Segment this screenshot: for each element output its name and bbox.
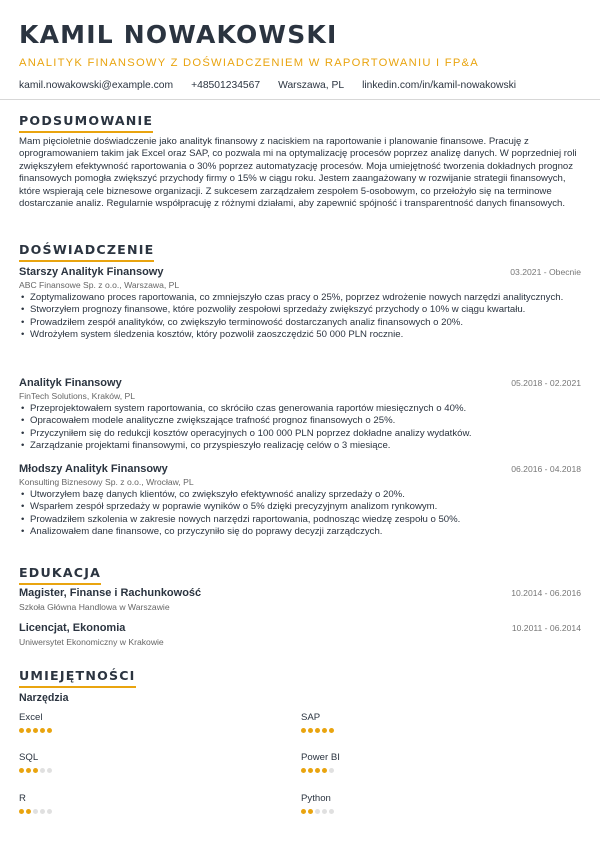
section-title-education: EDUKACJA bbox=[19, 565, 101, 585]
skill-name: R bbox=[19, 793, 26, 804]
skill-name: Python bbox=[301, 793, 331, 804]
rating-dot-filled bbox=[19, 768, 24, 773]
contact-linkedin[interactable]: linkedin.com/in/kamil-nowakowski bbox=[362, 80, 517, 91]
contact-location: Warszawa, PL bbox=[278, 80, 345, 91]
education-degree: Magister, Finanse i Rachunkowość bbox=[19, 587, 202, 599]
rating-dot-filled bbox=[26, 728, 31, 733]
job-bullets bbox=[19, 292, 581, 342]
education-entry bbox=[19, 587, 581, 612]
job-entry bbox=[19, 266, 581, 342]
rating-dot-filled bbox=[315, 728, 320, 733]
rating-dot-empty bbox=[315, 809, 320, 814]
rating-dot-filled bbox=[47, 728, 52, 733]
header-divider bbox=[0, 99, 600, 100]
skill-item bbox=[19, 752, 219, 773]
skill-name: Excel bbox=[19, 712, 43, 723]
candidate-name: KAMIL NOWAKOWSKI bbox=[19, 20, 338, 49]
rating-dot-filled bbox=[308, 768, 313, 773]
skill-rating bbox=[301, 809, 501, 814]
rating-dot-empty bbox=[322, 809, 327, 814]
job-dates: 06.2016 - 04.2018 bbox=[511, 464, 581, 474]
rating-dot-filled bbox=[19, 809, 24, 814]
contact-phone[interactable]: +48501234567 bbox=[191, 80, 261, 91]
skill-item bbox=[19, 793, 219, 814]
job-bullet: • Prowadziłem zespół analityków, co zwiększyło terminowość dostarczanych analiz finansowych o 20%. bbox=[19, 317, 581, 329]
job-title: Młodszy Analityk Finansowy bbox=[19, 463, 168, 475]
skill-rating bbox=[301, 728, 501, 733]
skill-rating bbox=[19, 728, 219, 733]
rating-dot-filled bbox=[19, 728, 24, 733]
job-bullets bbox=[19, 489, 581, 539]
skill-name: SQL bbox=[19, 752, 39, 763]
rating-dot-filled bbox=[33, 768, 38, 773]
rating-dot-filled bbox=[329, 728, 334, 733]
job-title: Analityk Finansowy bbox=[19, 377, 122, 389]
job-bullet: • Analizowałem dane finansowe, co przyczyniło się do poprawy decyzji zarządczych. bbox=[19, 526, 581, 538]
skill-rating bbox=[301, 768, 501, 773]
rating-dot-empty bbox=[47, 809, 52, 814]
candidate-headline: ANALITYK FINANSOWY Z DOŚWIADCZENIEM W RAPORTOWANIU I FP&A bbox=[19, 57, 479, 69]
job-bullet: • Opracowałem modele analityczne zwiększające trafność prognoz finansowych o 25%. bbox=[19, 415, 581, 427]
job-dates: 05.2018 - 02.2021 bbox=[511, 378, 581, 388]
job-entry bbox=[19, 377, 581, 453]
rating-dot-empty bbox=[40, 768, 45, 773]
job-bullets bbox=[19, 403, 581, 453]
education-entry bbox=[19, 622, 581, 647]
rating-dot-filled bbox=[308, 728, 313, 733]
skill-rating bbox=[19, 768, 219, 773]
job-bullet: • Zarządzanie projektami finansowymi, co przyspieszyło realizację celów o 3 miesiące. bbox=[19, 440, 581, 452]
education-degree: Licencjat, Ekonomia bbox=[19, 622, 126, 634]
rating-dot-empty bbox=[329, 809, 334, 814]
contact-row bbox=[19, 80, 516, 91]
job-bullet: • Utworzyłem bazę danych klientów, co zwiększyło efektywność analizy sprzedaży o 20%. bbox=[19, 489, 581, 501]
skills-subheading: Narzędzia bbox=[19, 692, 69, 704]
rating-dot-filled bbox=[308, 809, 313, 814]
rating-dot-empty bbox=[33, 809, 38, 814]
rating-dot-filled bbox=[26, 809, 31, 814]
job-bullet: • Wsparłem zespół sprzedaży w poprawie wyników o 5% dzięki precyzyjnym analizom rynkowym. bbox=[19, 501, 581, 513]
rating-dot-filled bbox=[301, 768, 306, 773]
rating-dot-empty bbox=[47, 768, 52, 773]
rating-dot-filled bbox=[301, 809, 306, 814]
education-school: Szkoła Główna Handlowa w Warszawie bbox=[19, 602, 170, 612]
education-school: Uniwersytet Ekonomiczny w Krakowie bbox=[19, 637, 164, 647]
job-dates: 03.2021 - Obecnie bbox=[510, 267, 581, 277]
job-bullet: • Przyczyniłem się do redukcji kosztów operacyjnych o 100 000 PLN poprzez dokładne analizy wydatków. bbox=[19, 428, 581, 440]
job-entry bbox=[19, 463, 581, 539]
skill-name: SAP bbox=[301, 712, 321, 723]
section-title-experience: DOŚWIADCZENIE bbox=[19, 242, 154, 262]
summary-text: Mam pięcioletnie doświadczenie jako analityk finansowy z naciskiem na raportowanie i planowanie finansowe. Pracuję z oprogramowaniem takim jak Excel oraz SAP, co pozwala mi na optymalizację procesów poprzez analizę danych. W poprzedniej roli zwiększyłem efektywność raportowania o 30% poprzez automatyzację procesów. Moja umiejętność tworzenia dokładnych prognoz finansowych pomogła zwiększyć przychody firmy o 15% w ciągu roku. Jestem zaangażowany w rozwijanie strategii finansowych, które wspierają cele biznesowe organizacji. Z sukcesem zarządzałem zespołem 5-osobowym, co przełożyło się na terminowe dostarczanie analiz. Regularnie współpracuję z różnymi działami, aby zapewnić spójność i transparentność danych finansowych. bbox=[19, 136, 577, 210]
rating-dot-empty bbox=[329, 768, 334, 773]
job-bullet: • Zoptymalizowano proces raportowania, co zmniejszyło czas pracy o 25%, poprzez wdrożenie nowych narzędzi analitycznych. bbox=[19, 292, 581, 304]
job-company: FinTech Solutions, Kraków, PL bbox=[19, 391, 136, 401]
job-bullet: • Prowadziłem szkolenia w zakresie nowych narzędzi raportowania, podnosząc wiedzę zespołu o 50%. bbox=[19, 514, 581, 526]
job-company: ABC Finansowe Sp. z o.o., Warszawa, PL bbox=[19, 280, 180, 290]
skill-name: Power BI bbox=[301, 752, 340, 763]
rating-dot-filled bbox=[322, 768, 327, 773]
job-bullet: • Wdrożyłem system śledzenia kosztów, który pozwolił zaoszczędzić 50 000 PLN rocznie. bbox=[19, 329, 581, 341]
job-company: Konsulting Biznesowy Sp. z o.o., Wrocław, PL bbox=[19, 477, 194, 487]
section-title-skills: UMIEJĘTNOŚCI bbox=[19, 668, 136, 688]
job-bullet: • Przeprojektowałem system raportowania, co skróciło czas generowania raportów miesięcznych o 40%. bbox=[19, 403, 581, 415]
skill-item bbox=[301, 793, 501, 814]
rating-dot-filled bbox=[322, 728, 327, 733]
rating-dot-filled bbox=[301, 728, 306, 733]
education-dates: 10.2011 - 06.2014 bbox=[511, 623, 581, 633]
skill-item bbox=[301, 752, 501, 773]
skill-rating bbox=[19, 809, 219, 814]
section-title-summary: PODSUMOWANIE bbox=[19, 113, 153, 133]
rating-dot-empty bbox=[40, 809, 45, 814]
skill-item bbox=[301, 712, 501, 733]
contact-email[interactable]: kamil.nowakowski@example.com bbox=[19, 80, 174, 91]
job-title: Starszy Analityk Finansowy bbox=[19, 266, 164, 278]
rating-dot-filled bbox=[26, 768, 31, 773]
skill-item bbox=[19, 712, 219, 733]
rating-dot-filled bbox=[40, 728, 45, 733]
rating-dot-filled bbox=[33, 728, 38, 733]
job-bullet: • Stworzyłem prognozy finansowe, które pozwoliły zespołowi sprzedaży zwiększyć przychody o 10% w ciągu kwartału. bbox=[19, 304, 581, 316]
rating-dot-filled bbox=[315, 768, 320, 773]
education-dates: 10.2014 - 06.2016 bbox=[511, 588, 581, 598]
